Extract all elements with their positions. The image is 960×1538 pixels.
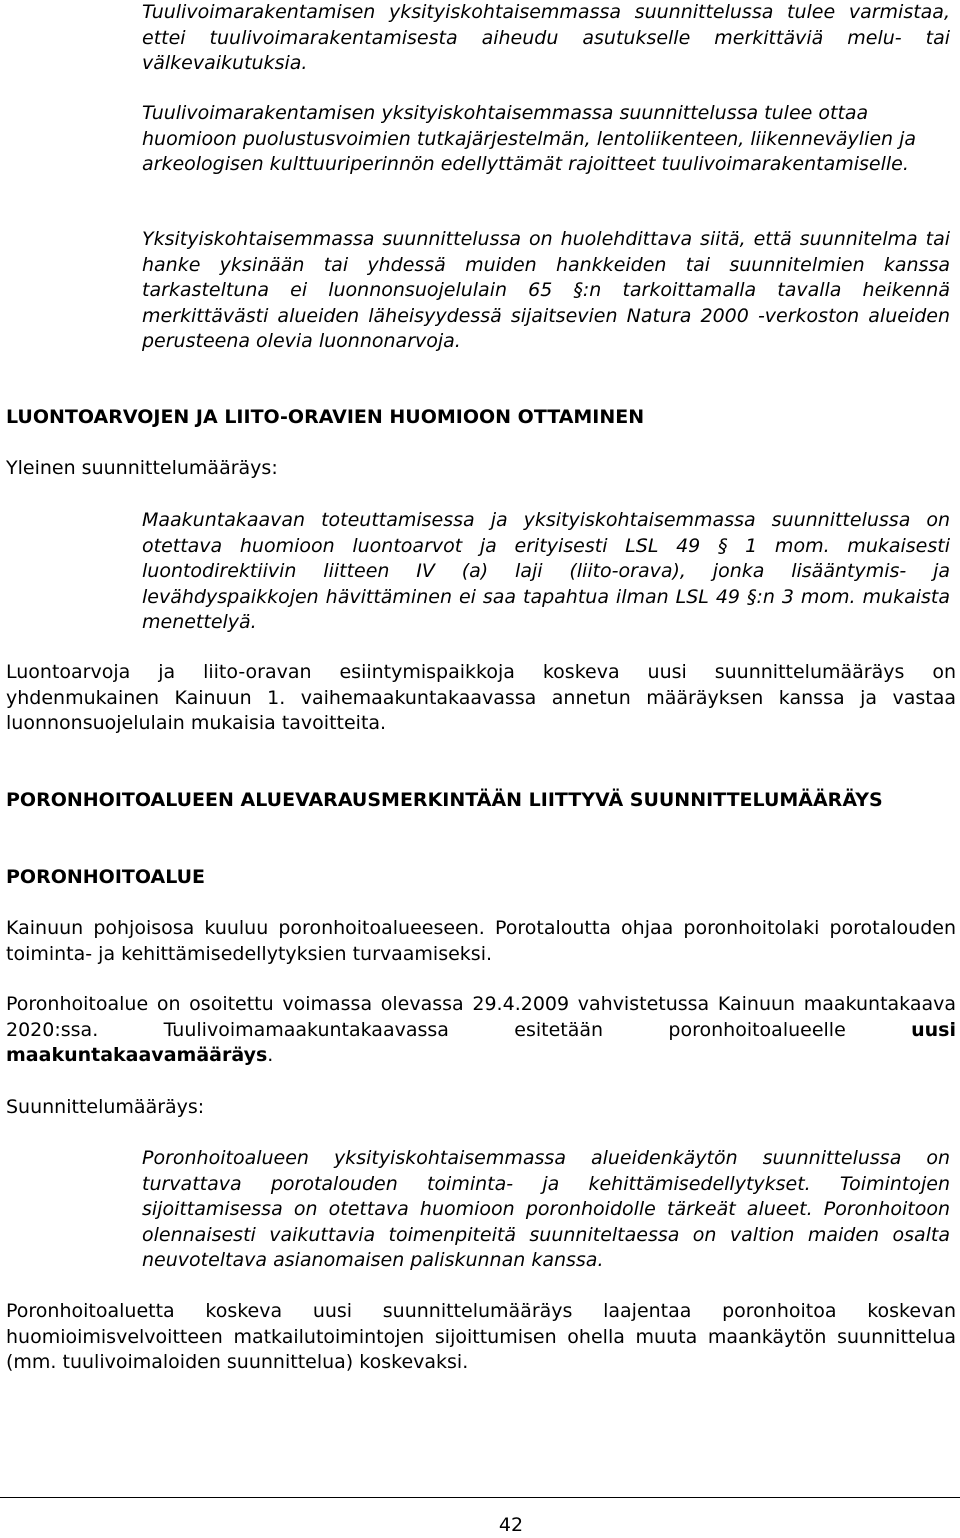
quote-paragraph-natura: Yksityiskohtaisemmassa suunnittelussa on huolehdittava siitä, että suunnitelma tai hanke yksinään tai yhdessä muiden hankkeiden tai suunnitelmien kanssa tarkasteltuna ei luonnonsuojelulain 65 §:n tarkoittamalla tavalla heikennä merkittävästi alueiden läheisyydessä sijaitsevien Natura 2000 -verkoston alueiden perusteena olevia luonnonarvoja.: [142, 228, 950, 352]
bold-new-regulation: uusi maakuntakaavamääräys: [6, 1018, 956, 1066]
quote-paragraph-restrictions: Tuulivoimarakentamisen yksityiskohtaisemmassa suunnittelussa tulee ottaa huomioon puolustusvoimien tutkajärjestelmän, lentoliikenteen, liikenneväylien ja arkeologisen kulttuuriperinnön edellyttämät rajoitteet tuulivoimarakentamiselle.: [142, 102, 917, 175]
quote-paragraph-reindeer-regulation: Poronhoitoalueen yksityiskohtaisemmassa alueidenkäytön suunnittelussa on turvattava porotalouden toiminta- ja kehittämisedellytykset. Toimintojen sijoittamisessa on otettava huomioon poronhoidolle tärkeät alueet. Poronhoitoon olennaisesti vaikuttavia toimenpiteitä suunniteltaessa on valtion maiden osalta neuvoteltava asianomaisen paliskunnan kanssa.: [142, 1147, 950, 1271]
paragraph-reindeer-plan: [6, 992, 956, 1069]
section-heading-nature-values: LUONTOARVOJEN JA LIITO-ORAVIEN HUOMIOON OTTAMINEN: [6, 406, 645, 428]
paragraph-nature-values-note: Luontoarvoja ja liito-oravan esiintymispaikkoja koskeva uusi suunnittelumääräys on yhdenmukainen Kainuun 1. vaihemaakuntakaavassa annetun määräyksen kanssa ja vastaa luonnonsuojelulain mukaisia tavoitteita.: [6, 661, 956, 734]
page-number: 42: [498, 1514, 524, 1536]
footer-divider: [0, 1497, 960, 1498]
section-heading-reindeer-regulation: PORONHOITOALUEEN ALUEVARAUSMERKINTÄÄN LIITTYVÄ SUUNNITTELUMÄÄRÄYS: [6, 789, 883, 811]
quote-paragraph-noise-flicker: Tuulivoimarakentamisen yksityiskohtaisemmassa suunnittelussa tulee varmistaa, ettei tuulivoimarakentamisesta aiheudu asutukselle merkittäviä melu- tai välkevaikutuksia.: [142, 1, 950, 74]
label-planning-regulation: Suunnittelumääräys:: [6, 1096, 205, 1118]
paragraph-reindeer-intro: Kainuun pohjoisosa kuuluu poronhoitoalueeseen. Porotaloutta ohjaa poronhoitolaki porotalouden toiminta- ja kehittämisedellytyksien turvaamiseksi.: [6, 917, 956, 965]
quote-paragraph-flying-squirrel: Maakuntakaavan toteuttamisessa ja yksityiskohtaisemmassa suunnittelussa on otettava huomioon luontoarvot ja erityisesti LSL 49 § 1 mom. mukaisesti luontodirektiivin liitteen IV (a) laji (liito-orava), jonka lisääntymis- ja levähdyspaikkojen hävittäminen ei saa tapahtua ilman LSL 49 §:n 3 mom. mukaista menettelyä.: [142, 509, 950, 633]
paragraph-reindeer-plan-end: .: [267, 1044, 274, 1066]
label-general-regulation: Yleinen suunnittelumääräys:: [6, 457, 278, 479]
subheading-reindeer-area: PORONHOITOALUE: [6, 866, 206, 888]
paragraph-reindeer-conclusion: Poronhoitoaluetta koskeva uusi suunnittelumääräys laajentaa poronhoitoa koskevan huomioimisvelvoitteen matkailutoimintojen sijoittumisen ohella muuta maankäytön suunnittelua (mm. tuulivoimaloiden suunnittelua) koskevaksi.: [6, 1300, 956, 1373]
paragraph-reindeer-plan-text: Poronhoitoalue on osoitettu voimassa olevassa 29.4.2009 vahvistetussa Kainuun maakuntakaava 2020:ssa. Tuulivoimamaakuntakaavassa esitetään poronhoitoalueelle: [6, 993, 956, 1041]
